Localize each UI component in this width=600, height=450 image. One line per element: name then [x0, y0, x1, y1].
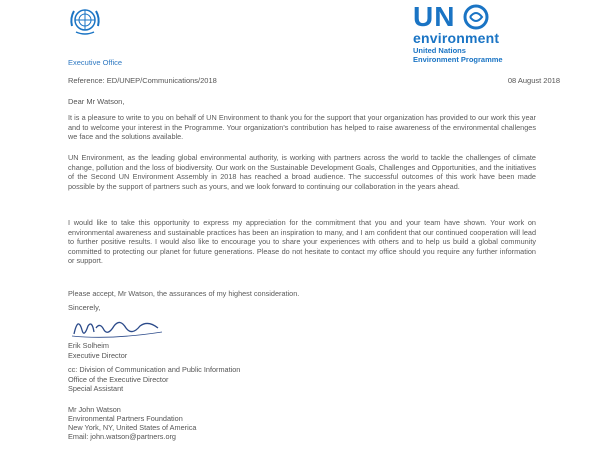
signer-name: Erik Solheim — [68, 341, 109, 350]
addressee-line: Email: john.watson@partners.org — [68, 432, 176, 441]
closing: Sincerely, — [68, 303, 101, 312]
un-emblem-icon — [68, 6, 102, 36]
cc-line: Office of the Executive Director — [68, 374, 169, 384]
addressee-line: New York, NY, United States of America — [68, 423, 197, 432]
reference: Reference: ED/UNEP/Communications/2018 — [68, 76, 217, 85]
cc-block — [68, 365, 240, 394]
addressee-line: Mr John Watson — [68, 405, 121, 414]
signer-title: Executive Director — [68, 351, 128, 360]
office-label: Executive Office — [68, 58, 123, 67]
brand-line1: United Nations — [413, 46, 466, 55]
paragraph: UN Environment, as the leading global environmental authority, is working with partners across the world to tackle the challenges of climate change, pollution and the loss of biodiversity. Our work on the Sustainable Development Goals, Challenges and Opportunities, and the initiatives of the Second UN Environment Assembly in 2018 has reached a broad audience. The successful outcomes of this work have been made possible by the support of partners such as yours, and we look forward to continuing our collaboration in the years ahead. — [68, 153, 536, 191]
letter-date: 08 August 2018 — [507, 76, 560, 85]
paragraph: I would like to take this opportunity to express my appreciation for the commitment that you and your team have shown. Your work on environmental awareness and sustainable practices has been an inspiration to many, and I am confident that our continued cooperation will lead to further positive results. I would also like to encourage you to share your experiences with others and to help us build a global community committed to protecting our planet for future generations. Please do not hesitate to contact my office should you require any further information or support. — [68, 218, 536, 266]
paragraph: Please accept, Mr Watson, the assurances of my highest consideration. — [68, 289, 300, 298]
brand-line2: Environment Programme — [413, 55, 503, 64]
un-environment-logo — [413, 3, 563, 64]
signature-image — [70, 312, 166, 342]
salutation: Dear Mr Watson, — [68, 97, 125, 106]
cc-line: cc: Division of Communication and Public Information — [68, 365, 241, 374]
unep-swirl-icon — [463, 4, 489, 30]
brand-un-text: UN — [413, 1, 456, 32]
addressee-block — [68, 405, 196, 441]
paragraph: It is a pleasure to write to you on behalf of UN Environment to thank you for the support that your organization has provided to our work this year and to welcome your interest in the Programme. Your organization's contribution has helped to raise awareness of the environmental challenges we face and the solutions available. — [68, 113, 536, 142]
addressee-line: Environmental Partners Foundation — [68, 414, 183, 423]
cc-line: Special Assistant — [68, 384, 124, 394]
brand-environment: environment — [413, 30, 500, 46]
